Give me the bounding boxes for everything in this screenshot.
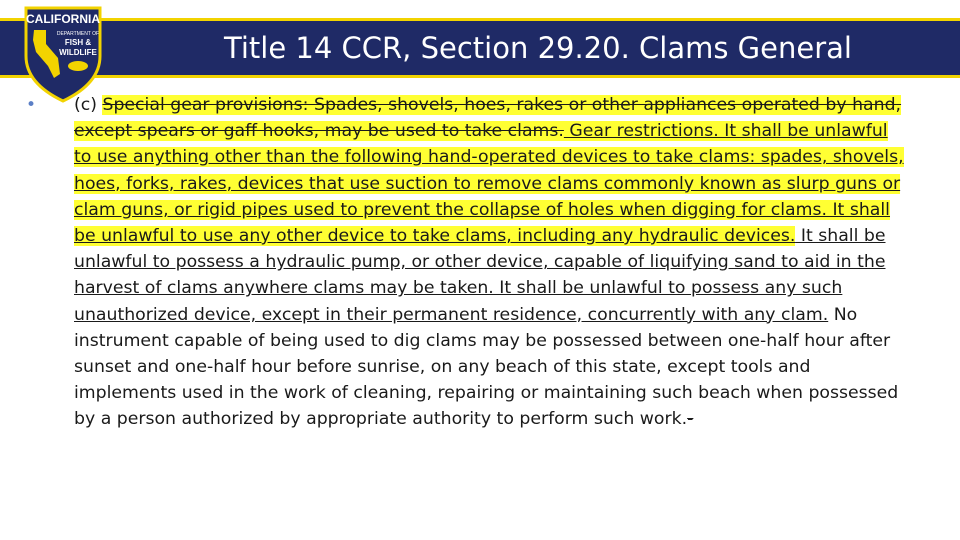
plain-text: No instrument capable of being used to dig clams may be possessed between one-half hour after sunset and one-half hour before sunrise, on any beach of this state, except tools and implements used in the work of cleaning, repairing or maintaining such beach when possessed by a person authorized by appropriate authority to perform such work. (74, 304, 899, 430)
paragraph-c (74, 92, 906, 433)
bullet-icon: • (26, 95, 37, 115)
subsection-prefix: (c) (74, 95, 103, 115)
slide-title: Title 14 CCR, Section 29.20. Clams General (224, 31, 852, 65)
regulation-text (26, 92, 906, 433)
inserted-highlighted-text: Gear restrictions. It shall be unlawful to use anything other than the following hand-operated devices to take clams: spades, shovels, hoes, forks, rakes, devices that use suction to remove clams commonly known as slurp guns or clam guns, or rigid pipes used to prevent the collapse of holes when digging for clams. It shall be unlawful to use any other device to take clams, including any hydraulic devices. (74, 121, 904, 247)
logo-line4: WILDLIFE (59, 48, 97, 57)
title-bar (0, 18, 960, 78)
struck-period: - (687, 409, 694, 430)
cdfw-logo (22, 4, 104, 104)
logo-line2: DEPARTMENT OF (56, 31, 100, 37)
inserted-text: It shall be unlawful to possess a hydraulic pump, or other device, capable of liquifying sand to aid in the harvest of clams anywhere clams may be taken. It shall be unlawful to possess any such unauthorized device, except in their permanent residence, concurrently with any clam. (74, 226, 886, 325)
struck-highlighted-text: Special gear provisions: Spades, shovels, hoes, rakes or other appliances operated by hand, except spears or gaff hooks, may be used to take clams. (74, 95, 902, 142)
logo-line3: FISH & (64, 38, 92, 47)
logo-line1: CALIFORNIA (26, 12, 100, 26)
